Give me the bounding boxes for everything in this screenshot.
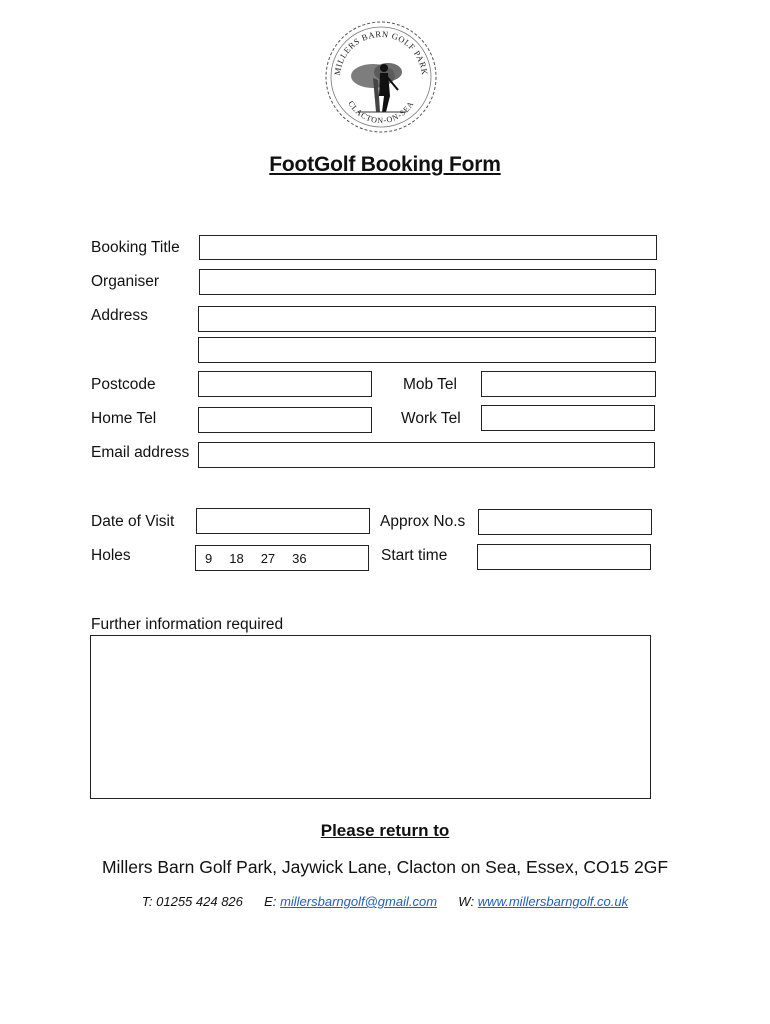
holes-option-36[interactable]: 36	[292, 550, 307, 566]
booking-title-field[interactable]	[199, 235, 657, 260]
holes-option-9[interactable]: 9	[205, 550, 213, 566]
millers-barn-logo	[318, 16, 444, 138]
postcode-label: Postcode	[91, 376, 156, 393]
email-field[interactable]	[198, 442, 655, 468]
svg-text:MILLERS BARN GOLF PARK: MILLERS BARN GOLF PARK	[331, 28, 430, 76]
home-tel-label: Home Tel	[91, 410, 157, 427]
address-label: Address	[91, 307, 148, 324]
start-time-field[interactable]	[477, 544, 651, 570]
return-address: Millers Barn Golf Park, Jaywick Lane, Clacton on Sea, Essex, CO15 2GF	[101, 857, 669, 877]
booking-title-label: Booking Title	[91, 239, 180, 256]
start-time-label: Start time	[381, 547, 448, 564]
organiser-field[interactable]	[199, 269, 656, 295]
date-of-visit-label: Date of Visit	[91, 513, 175, 530]
holes-option-18[interactable]: 18	[229, 550, 244, 566]
contact-line	[0, 894, 770, 909]
tel-label: T:	[141, 894, 153, 909]
organiser-label: Organiser	[91, 273, 160, 290]
holes-label: Holes	[91, 547, 131, 564]
svg-text:CLACTON-ON-SEA: CLACTON-ON-SEA	[346, 99, 416, 126]
address-field-line1[interactable]	[198, 306, 656, 332]
mob-tel-field[interactable]	[481, 371, 656, 397]
email-label-footer: E:	[264, 894, 277, 909]
holes-option-27[interactable]: 27	[260, 550, 276, 566]
home-tel-field[interactable]	[198, 407, 372, 433]
further-info-textarea[interactable]	[90, 635, 651, 799]
web-label: W:	[458, 894, 475, 909]
tel-number: 01255 424 826	[156, 894, 243, 909]
date-of-visit-field[interactable]	[196, 508, 370, 534]
holes-field[interactable]	[195, 545, 369, 571]
work-tel-field[interactable]	[481, 405, 655, 431]
approx-nos-field[interactable]	[478, 509, 652, 535]
further-info-label: Further information required	[91, 616, 284, 633]
approx-nos-label: Approx No.s	[380, 513, 466, 530]
address-field-line2[interactable]	[198, 337, 656, 363]
website-link[interactable]: www.millersbarngolf.co.uk	[477, 894, 629, 909]
email-link[interactable]: millersbarngolf@gmail.com	[280, 894, 438, 909]
postcode-field[interactable]	[198, 371, 372, 397]
mob-tel-label: Mob Tel	[403, 376, 457, 393]
email-label: Email address	[91, 444, 190, 461]
work-tel-label: Work Tel	[401, 410, 461, 427]
form-title: FootGolf Booking Form	[269, 153, 501, 176]
return-heading: Please return to	[320, 821, 450, 840]
